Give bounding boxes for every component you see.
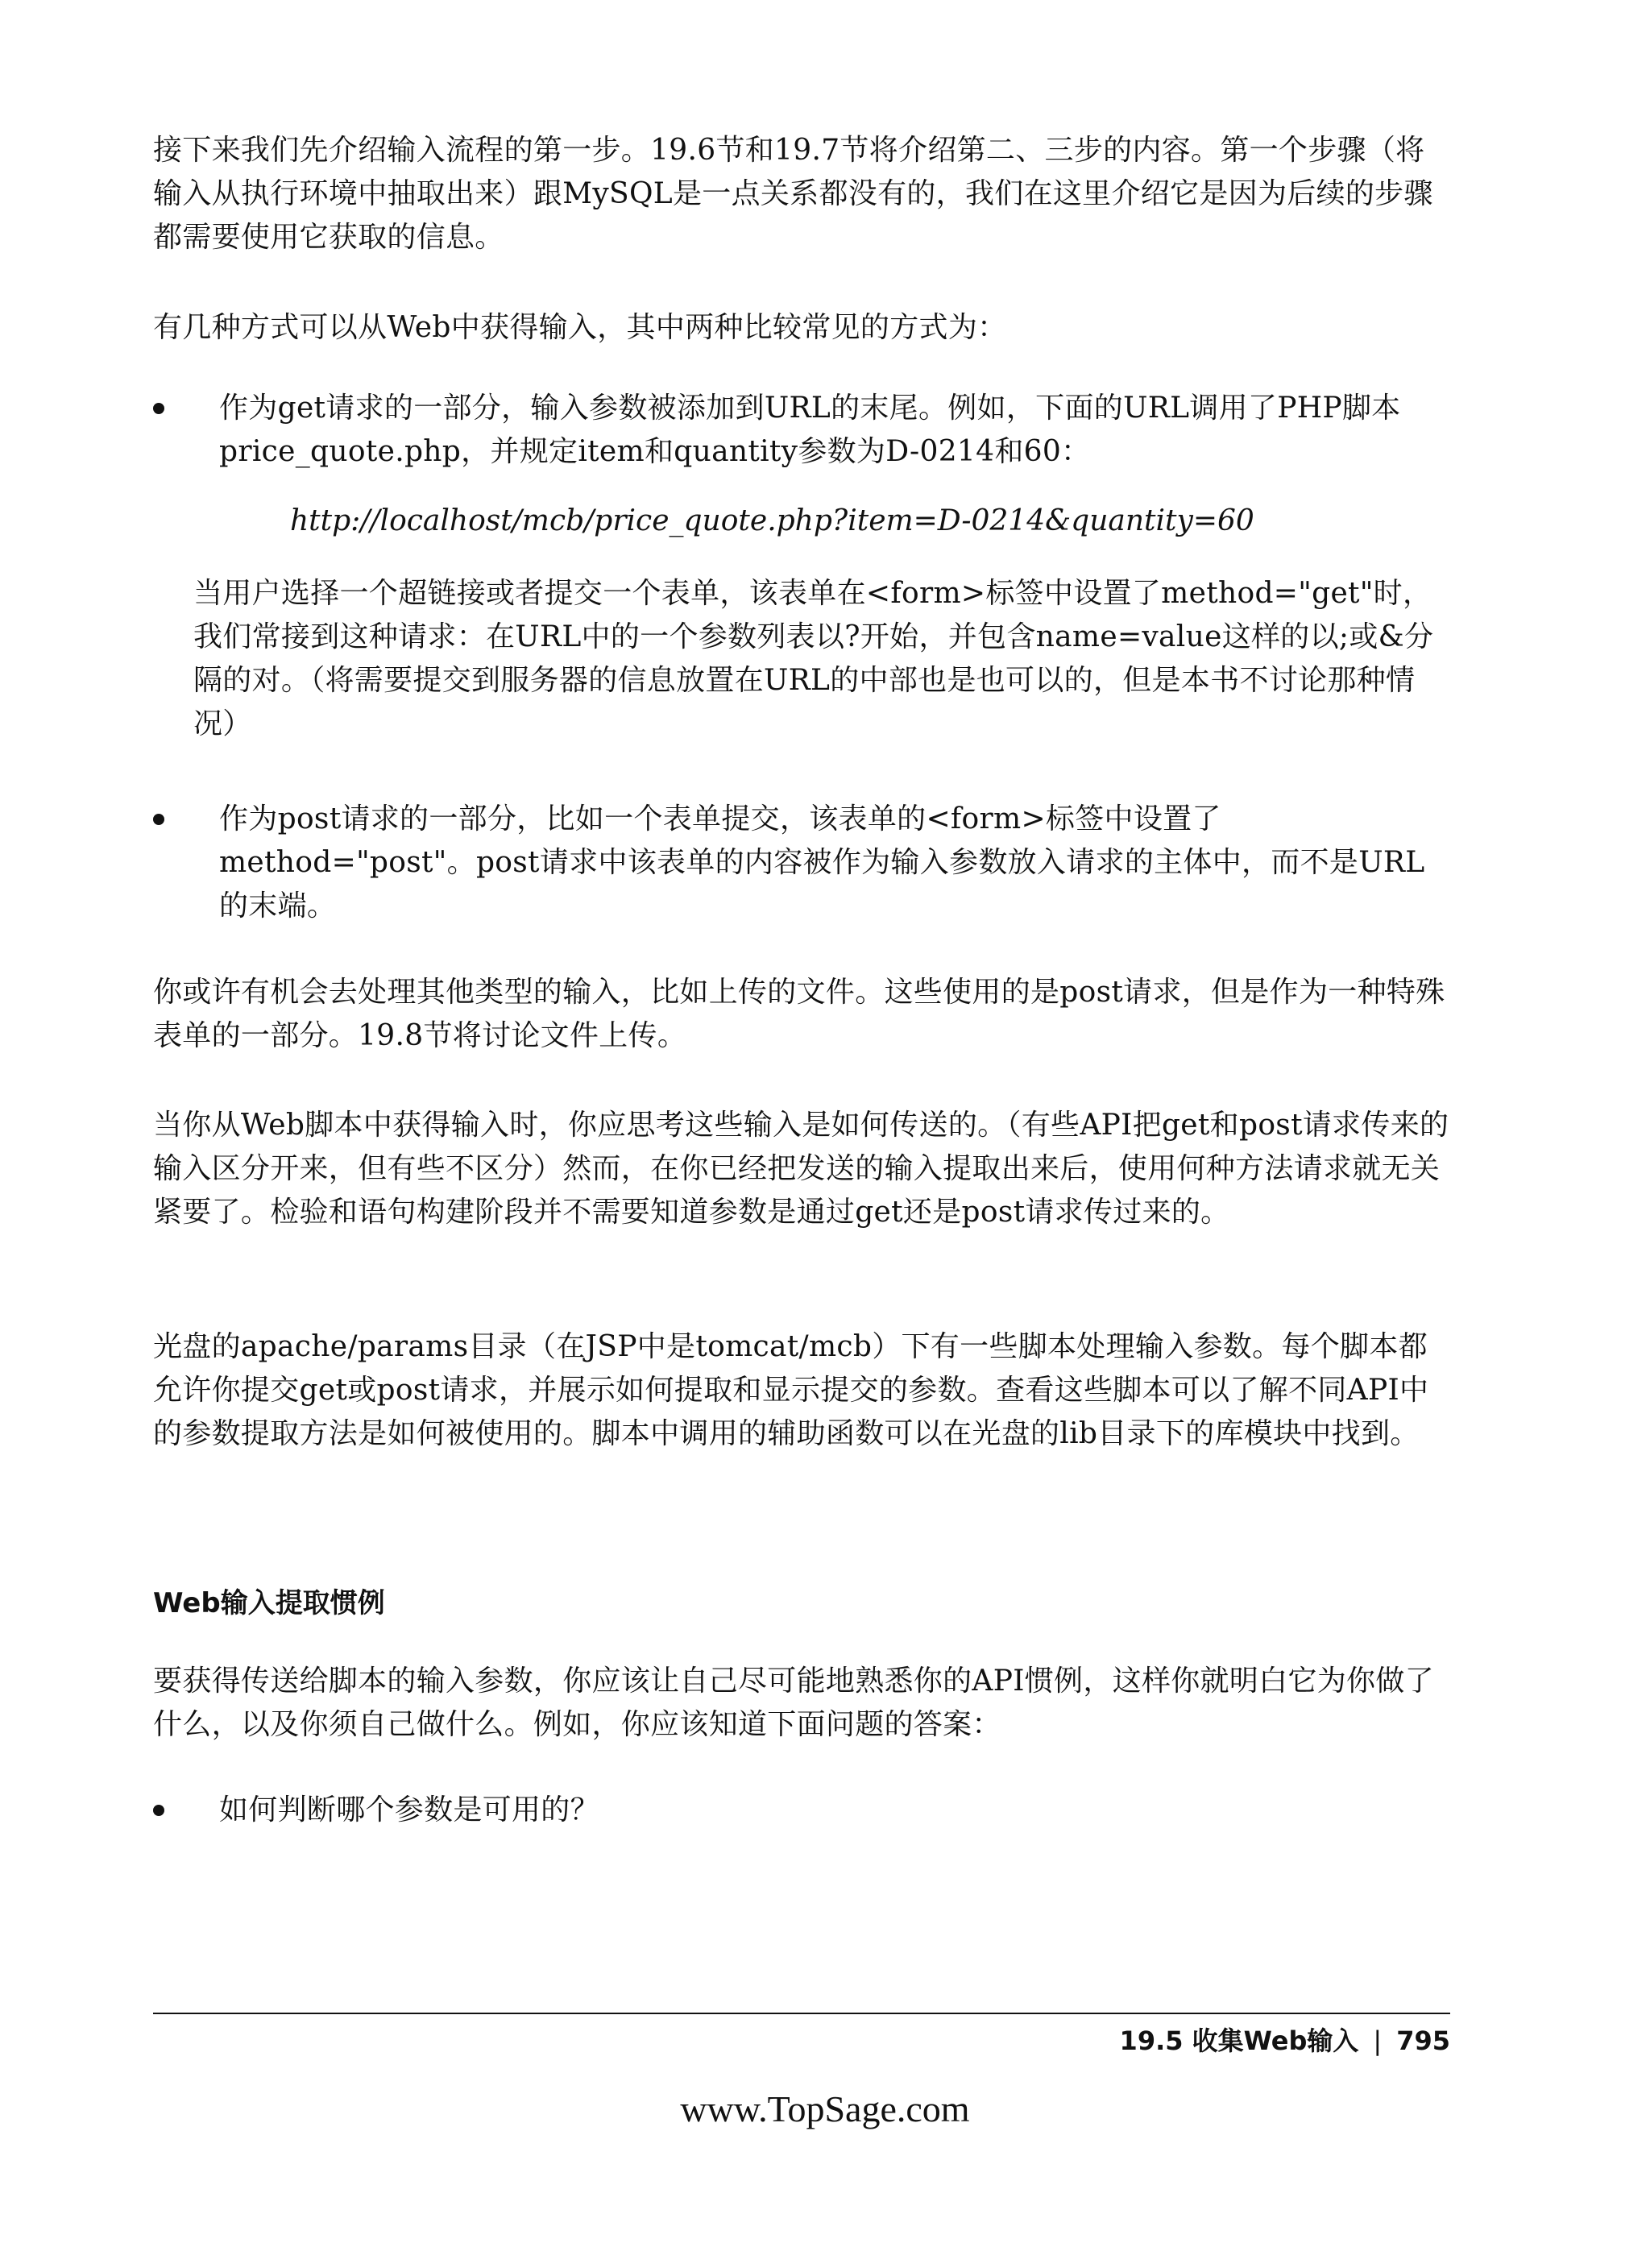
paragraph-get-detail: 当用户选择一个超链接或者提交一个表单，该表单在<form>标签中设置了method="get"时，我们常接到这种请求：在URL中的一个参数列表以?开始，并包含name=value这样的以;或&分隔的对。（将需要提交到服务器的信息放置在URL的中部也是也可以的，但是本书不讨论那种情况）: [193, 577, 1434, 740]
running-footer: [1088, 2021, 1450, 2061]
bullet-text-get: 作为get请求的一部分，输入参数被添加到URL的末尾。例如，下面的URL调用了PHP脚本price_quote.php，并规定item和quantity参数为D-0214和60：: [219, 392, 1401, 468]
watermark-url: www.TopSage.com: [680, 2088, 970, 2129]
paragraph-api-conventions: 要获得传送给脚本的输入参数，你应该让自己尽可能地熟悉你的API惯例，这样你就明白它为你做了什么，以及你须自己做什么。例如，你应该知道下面问题的答案：: [153, 1665, 1434, 1741]
page-number: 795: [1396, 2025, 1450, 2056]
bullet-icon: [153, 1805, 164, 1816]
footer-section-title: 19.5 收集Web输入: [1119, 2025, 1359, 2056]
paragraph-other-input: 你或许有机会去处理其他类型的输入，比如上传的文件。这些使用的是post请求，但是作为一种特殊表单的一部分。19.8节将讨论文件上传。: [153, 976, 1445, 1052]
paragraph-cd-scripts: 光盘的apache/params目录（在JSP中是tomcat/mcb）下有一些脚本处理输入参数。每个脚本都允许你提交get或post请求，并展示如何提取和显示提交的参数。查看这些脚本可以了解不同API中的参数提取方法是如何被使用的。脚本中调用的辅助函数可以在光盘的lib目录下的库模块中找到。: [153, 1330, 1429, 1450]
section-heading: Web输入提取惯例: [153, 1587, 385, 1619]
example-url: http://localhost/mcb/price_quote.php?item=D-0214&quantity=60: [290, 504, 1254, 537]
paragraph-web-input-ways: 有几种方式可以从Web中获得输入，其中两种比较常见的方式为：: [153, 311, 1007, 344]
bullet-text-post: 作为post请求的一部分，比如一个表单提交，该表单的<form>标签中设置了method="post"。post请求中该表单的内容被作为输入参数放入请求的主体中，而不是URL的末端。: [219, 802, 1425, 923]
footer-separator: |: [1373, 2025, 1383, 2056]
bullet-icon: [153, 814, 164, 825]
paragraph-input-transport: 当你从Web脚本中获得输入时，你应思考这些输入是如何传送的。（有些API把get和post请求传来的输入区分开来，但有些不区分）然而，在你已经把发送的输入提取出来后，使用何种方法请求就无关紧要了。检验和语句构建阶段并不需要知道参数是通过get还是post请求传过来的。: [153, 1109, 1449, 1229]
paragraph-input-flow-step1: 接下来我们先介绍输入流程的第一步。19.6节和19.7节将介绍第二、三步的内容。第一个步骤（将输入从执行环境中抽取出来）跟MySQL是一点关系都没有的，我们在这里介绍它是因为后续的步骤都需要使用它获取的信息。: [153, 134, 1433, 254]
bullet-icon: [153, 403, 164, 414]
footer-rule: [153, 2013, 1450, 2014]
bullet-text-question: 如何判断哪个参数是可用的？: [219, 1793, 599, 1826]
